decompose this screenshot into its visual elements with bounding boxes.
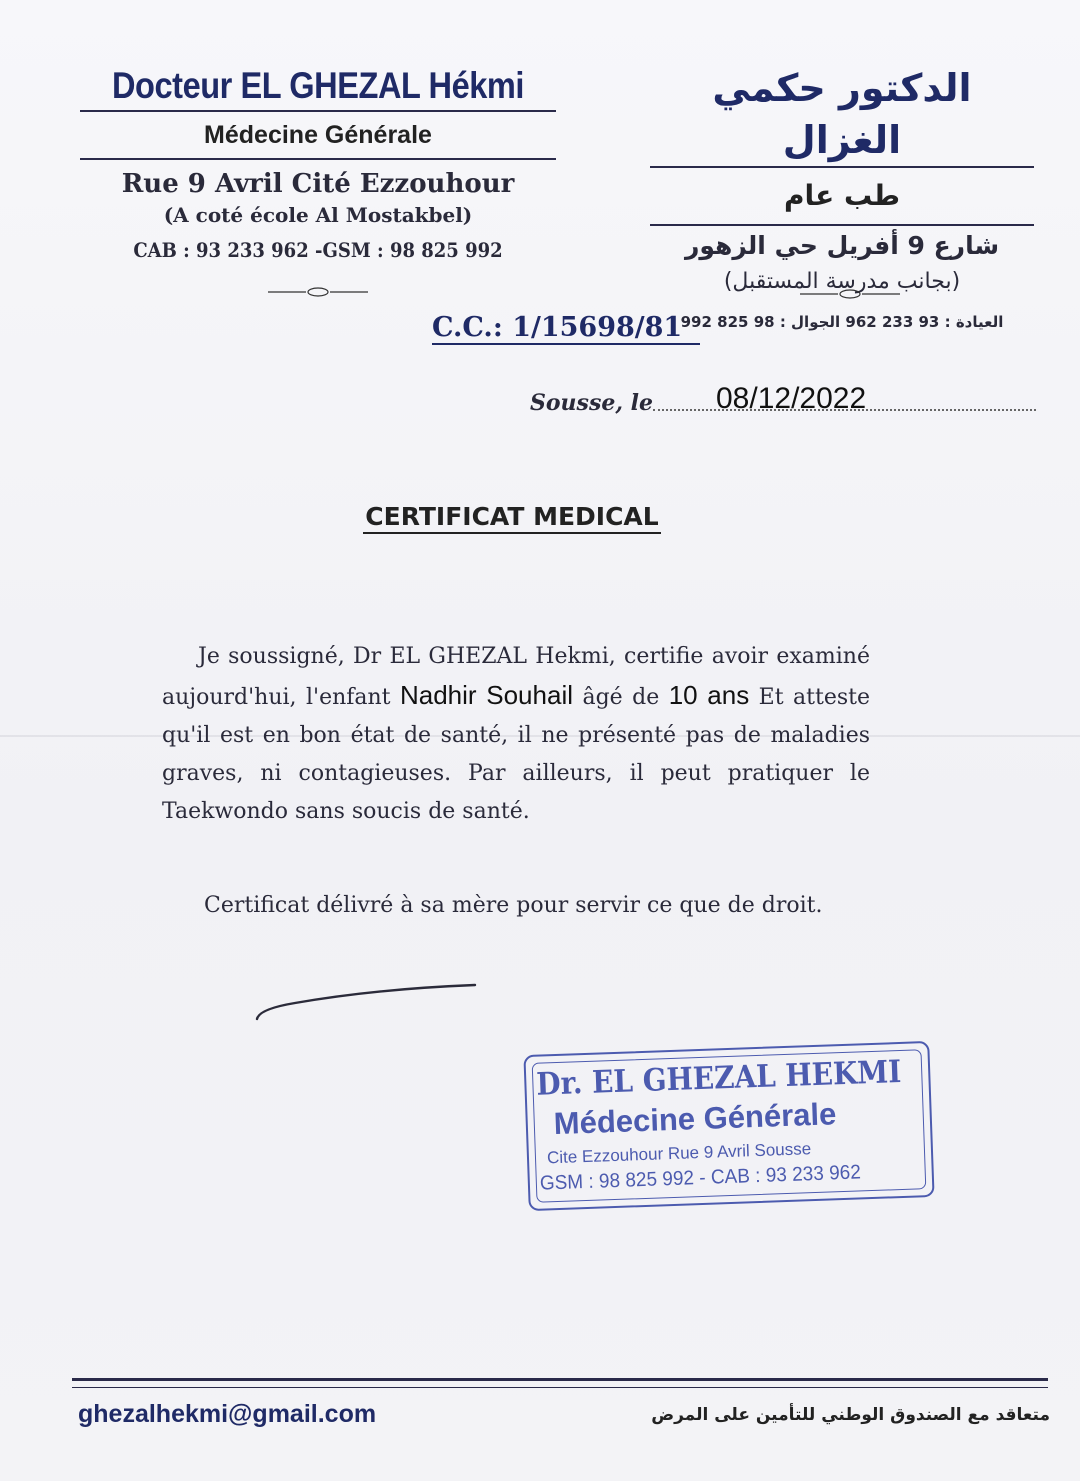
doctor-name-fr: Docteur EL GHEZAL Hékmi bbox=[111, 65, 525, 106]
date-label: Sousse, le bbox=[530, 390, 653, 416]
cc-number: C.C.: 1/15698/81 bbox=[432, 312, 700, 345]
doctor-stamp bbox=[523, 1041, 934, 1211]
letterhead-fr bbox=[80, 62, 556, 272]
body-text-end: Et atteste qu'il est en bon état de santé, il ne présenté pas de maladies graves, ni contagieuses. Par ailleurs, il peut pratiquer le Taekwondo sans soucis de santé. bbox=[162, 685, 870, 824]
date-row bbox=[530, 382, 1036, 422]
ornament-divider-icon bbox=[268, 286, 368, 298]
child-age: 10 ans bbox=[668, 680, 750, 710]
stamp-line-specialty: Médecine Générale bbox=[553, 1096, 837, 1142]
footer-rule bbox=[72, 1378, 1048, 1381]
address-fr-line1: Rue 9 Avril Cité Ezzouhour bbox=[121, 169, 515, 199]
footer-email: ghezalhekmi@gmail.com bbox=[78, 1400, 377, 1428]
stamp-line-phones: GSM : 98 825 992 - CAB : 93 233 962 bbox=[539, 1161, 862, 1195]
stamp-line-address: Cite Ezzouhour Rue 9 Avril Sousse bbox=[546, 1139, 812, 1168]
body-text-start: Je soussigné, Dr EL GHEZAL Hekmi, certifie avoir examiné aujourd'hui, l'enfant bbox=[162, 644, 870, 710]
doctor-name-ar: الدكتور حكمي الغزال bbox=[712, 66, 972, 162]
stamp-line-name: Dr. EL GHEZAL HEKMI bbox=[535, 1053, 902, 1103]
child-name: Nadhir Souhail bbox=[399, 680, 573, 710]
phones-ar: العيادة : 93 233 962 الجوال : 98 825 992 bbox=[680, 313, 1004, 331]
ornament-divider-icon bbox=[800, 288, 900, 300]
specialty-fr: Médecine Générale bbox=[204, 121, 432, 149]
header-rule bbox=[80, 158, 556, 160]
signature-icon bbox=[255, 975, 485, 1025]
phones-fr: CAB : 93 233 962 -GSM : 98 825 992 bbox=[133, 238, 503, 262]
document-title-wrap bbox=[0, 502, 1080, 531]
closing-sentence: Certificat délivré à sa mère pour servir ce que de droit. bbox=[204, 893, 823, 918]
footer-cnam-note: متعاقد مع الصندوق الوطني للتأمين على المرض bbox=[651, 1405, 1050, 1425]
address-ar-line1: شارع 9 أفريل حي الزهور bbox=[684, 231, 1000, 260]
address-fr-line2: (A coté école Al Mostakbel) bbox=[163, 203, 473, 227]
document-title: CERTIFICAT MEDICAL bbox=[363, 502, 660, 534]
footer-rule bbox=[72, 1387, 1048, 1388]
certificate-body bbox=[162, 638, 870, 831]
body-paragraph bbox=[162, 638, 870, 831]
letterhead-ar bbox=[650, 62, 1034, 344]
header-rule bbox=[650, 224, 1034, 226]
body-age-prefix: âgé de bbox=[573, 685, 669, 710]
specialty-ar: طب عام bbox=[784, 179, 900, 212]
date-value: 08/12/2022 bbox=[716, 382, 867, 415]
address-ar-line2: (بجانب مدرسة المستقبل) bbox=[723, 269, 961, 294]
